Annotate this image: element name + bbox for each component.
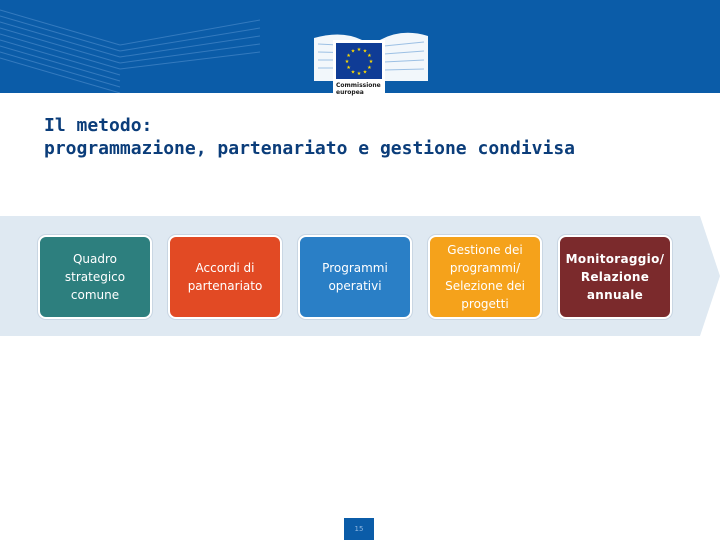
svg-text:★: ★ [367, 65, 372, 71]
decorative-stripes [0, 0, 260, 93]
svg-text:★: ★ [362, 48, 368, 55]
logo-wordmark [336, 82, 382, 96]
slide-title [44, 114, 684, 160]
process-step-4 [428, 235, 542, 319]
step-label-4: Gestione dei programmi/ Selezione dei progetti [445, 243, 525, 311]
process-step-5 [558, 235, 672, 319]
title-line-2: programmazione, partenariato e gestione condivisa [44, 138, 576, 159]
eu-flag-icon [336, 43, 382, 79]
svg-text:★: ★ [344, 59, 350, 65]
svg-text:★: ★ [356, 47, 362, 53]
logo-line2: europea [336, 89, 364, 96]
step-label-3: Programmi operativi [322, 261, 388, 293]
svg-text:★: ★ [346, 65, 351, 71]
step-label-5: Monitoraggio/ Relazione annuale [565, 252, 665, 302]
step-label-2: Accordi di partenariato [187, 261, 263, 293]
svg-text:★: ★ [356, 71, 362, 77]
page-number: 15 [344, 518, 374, 540]
title-line-1: Il metodo: [44, 115, 153, 136]
logo-line1: Commissione [336, 82, 381, 89]
svg-text:★: ★ [367, 53, 372, 59]
svg-text:★: ★ [350, 69, 356, 76]
svg-text:★: ★ [368, 59, 374, 65]
process-step-3 [298, 235, 412, 319]
step-label-1: Quadro strategico comune [64, 252, 126, 302]
process-step-2 [168, 235, 282, 319]
process-step-1 [38, 235, 152, 319]
svg-text:★: ★ [362, 69, 368, 76]
svg-text:★: ★ [350, 48, 356, 55]
commission-logo [333, 40, 385, 106]
svg-text:★: ★ [346, 53, 351, 59]
